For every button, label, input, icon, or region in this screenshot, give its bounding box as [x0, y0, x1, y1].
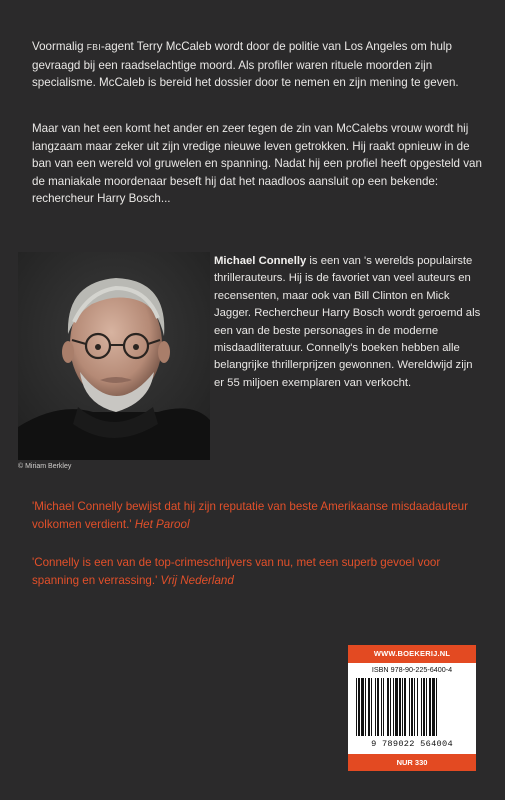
barcode-panel: [348, 645, 476, 771]
review-quote-2: 'Connelly is een van de top-crimeschrijvers van nu, met een superb gevoel voor spanning en verrassing.' Vrij Nederland: [32, 556, 441, 587]
author-photo: [18, 252, 210, 460]
author-bio: Michael Connelly is een van 's werelds populairste thrillerauteurs. Hij is de favoriet van veel auteurs en recensenten, maar ook van Bill Clinton en Mick Jagger. Rechercheur Harry Bosch wordt geroemd als een van de beste personages in de moderne misdaadliteratuur. Connelly's boeken hebben alle belangrijke thrillerprijzen gewonnen. Wereldwijd zijn er 55 miljoen exemplaren van verkocht.: [214, 255, 481, 389]
quote-source-2: Vrij Nederland: [160, 573, 234, 587]
blurb-paragraph-2: Maar van het een komt het ander en zeer tegen de zin van McCalebs vrouw wordt hij langzaam maar zeker uit zijn vredige nieuwe leven getrokken. Hij raakt opnieuw in de ban van een wereld vol gruwelen en spanning. Nadat hij een profiel heeft opgesteld van de maniakale moordenaar beseft hij dat het naadloos aansluit op een bekende: rechercheur Harry Bosch...: [32, 122, 482, 206]
isbn-label: ISBN 978-90-225-6400-4: [371, 665, 453, 674]
review-quote-1: 'Michael Connelly bewijst dat hij zijn reputatie van beste Amerikaanse misdaadauteur volkomen verdient.' Het Parool: [32, 500, 468, 531]
author-name: Michael Connelly: [214, 255, 307, 267]
barcode-digits: 9 789022 564004: [371, 739, 453, 749]
photo-credit: © Miriam Berkley: [18, 463, 72, 470]
fbi-abbreviation: FBI: [86, 42, 101, 52]
quote-source-1: Het Parool: [134, 517, 190, 531]
nur-code: NUR 330: [348, 754, 476, 771]
barcode-bars-icon: [354, 678, 470, 738]
blurb-paragraph-1: Voormalig FBI-agent Terry McCaleb wordt door de politie van Los Angeles om hulp gevraagd bij een raadselachtige moord. Als profiler waren rituele moorden zijn specialisme. McCaleb is bereid het dossier door te nemen en zijn mening te geven.: [32, 40, 459, 90]
publisher-url: WWW.BOEKERIJ.NL: [348, 645, 476, 663]
